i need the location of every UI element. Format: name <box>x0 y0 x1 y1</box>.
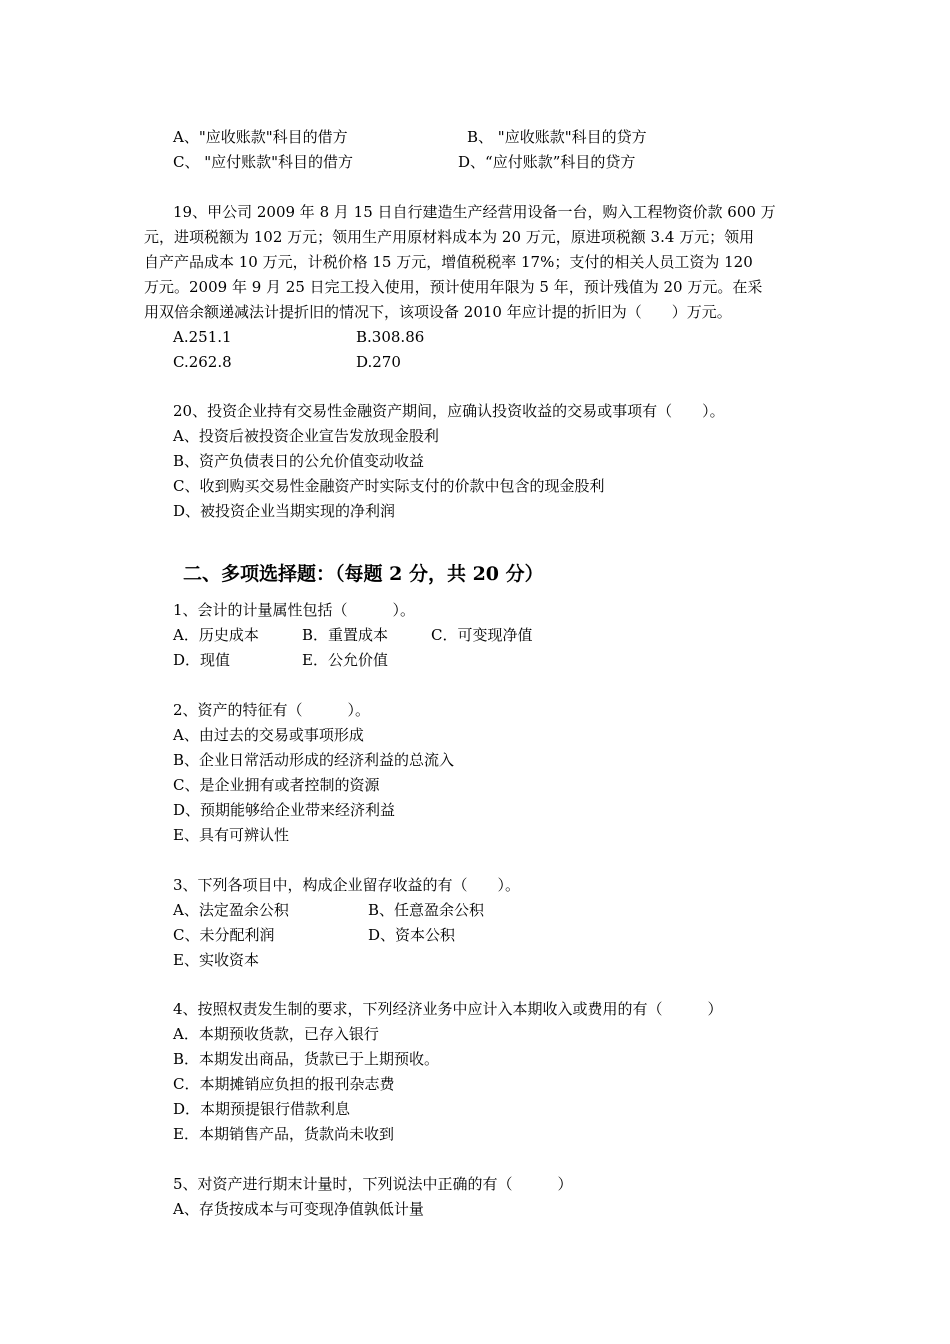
m5-stem: 5、对资产进行期末计量时，下列说法中正确的有（ ） <box>173 1175 573 1193</box>
q19-option-b: B.308.86 <box>356 328 425 346</box>
m2-stem: 2、资产的特征有（ ）。 <box>173 701 371 719</box>
m5-option: A、存货按成本与可变现净值孰低计量 <box>173 1200 424 1218</box>
m2-option: B、企业日常活动形成的经济利益的总流入 <box>173 751 455 769</box>
q19-stem-line: 自产产品成本 10 万元，计税价格 15 万元，增值税税率 17%；支付的相关人员工资为 120 <box>144 253 753 271</box>
m1-option-b: B．重置成本 <box>302 626 389 644</box>
m3-option-d: D、资本公积 <box>368 926 456 944</box>
m4-stem: 4、按照权责发生制的要求，下列经济业务中应计入本期收入或费用的有（ ） <box>173 1000 723 1018</box>
m1-option-c: C．可变现净值 <box>431 626 533 644</box>
q19-stem-line: 19、甲公司 2009 年 8 月 15 日自行建造生产经营用设备一台，购入工程物资价款 600 万 <box>173 203 776 221</box>
m4-option: D．本期预提银行借款利息 <box>173 1100 351 1118</box>
q18-option-d: D、“应付账款”科目的贷方 <box>458 153 636 171</box>
q18-option-a: A、"应收账款"科目的借方 <box>173 128 348 146</box>
m2-option: C、是企业拥有或者控制的资源 <box>173 776 380 794</box>
q20-option: B、资产负债表日的公允价值变动收益 <box>173 452 425 470</box>
m3-option-b: B、任意盈余公积 <box>368 901 485 919</box>
q19-stem-line: 万元。2009 年 9 月 25 日完工投入使用，预计使用年限为 5 年，预计残值为 20 万元。在采 <box>144 278 763 296</box>
q19-option-a: A.251.1 <box>173 328 232 346</box>
q18-option-b: B、 "应收账款"科目的贷方 <box>467 128 647 146</box>
m2-option: D、预期能够给企业带来经济利益 <box>173 801 396 819</box>
m3-option-c: C、未分配利润 <box>173 926 275 944</box>
q19-stem-line: 用双倍余额递减法计提折旧的情况下，该项设备 2010 年应计提的折旧为（ ）万元。 <box>144 303 732 321</box>
m4-option: E．本期销售产品，货款尚未收到 <box>173 1125 394 1143</box>
q19-stem-line: 元，进项税额为 102 万元；领用生产用原材料成本为 20 万元，原进项税额 3.4 万元；领用 <box>144 228 755 246</box>
section-heading: 二、多项选择题：（每题 2 分，共 20 分） <box>183 563 544 585</box>
m1-option-d: D．现值 <box>173 651 231 669</box>
m3-stem: 3、下列各项目中，构成企业留存收益的有（ ）。 <box>173 876 521 894</box>
m1-option-e: E．公允价值 <box>302 651 388 669</box>
q20-option: D、被投资企业当期实现的净利润 <box>173 502 396 520</box>
m2-option: E、具有可辨认性 <box>173 826 289 844</box>
m3-option-a: A、法定盈余公积 <box>173 901 289 919</box>
q20-stem: 20、投资企业持有交易性金融资产期间，应确认投资收益的交易或事项有（ ）。 <box>173 402 725 420</box>
m4-option: A．本期预收货款，已存入银行 <box>173 1025 379 1043</box>
q19-option-c: C.262.8 <box>173 353 232 371</box>
m1-option-a: A．历史成本 <box>173 626 259 644</box>
m3-option-e: E、实收资本 <box>173 951 259 969</box>
m4-option: B．本期发出商品，货款已于上期预收。 <box>173 1050 440 1068</box>
q18-option-c: C、 "应付账款"科目的借方 <box>173 153 354 171</box>
m1-stem: 1、会计的计量属性包括（ ）。 <box>173 601 416 619</box>
q19-option-d: D.270 <box>356 353 401 371</box>
q20-option: C、收到购买交易性金融资产时实际支付的价款中包含的现金股利 <box>173 477 605 495</box>
m2-option: A、由过去的交易或事项形成 <box>173 726 364 744</box>
q20-option: A、投资后被投资企业宣告发放现金股利 <box>173 427 439 445</box>
m4-option: C．本期摊销应负担的报刊杂志费 <box>173 1075 395 1093</box>
